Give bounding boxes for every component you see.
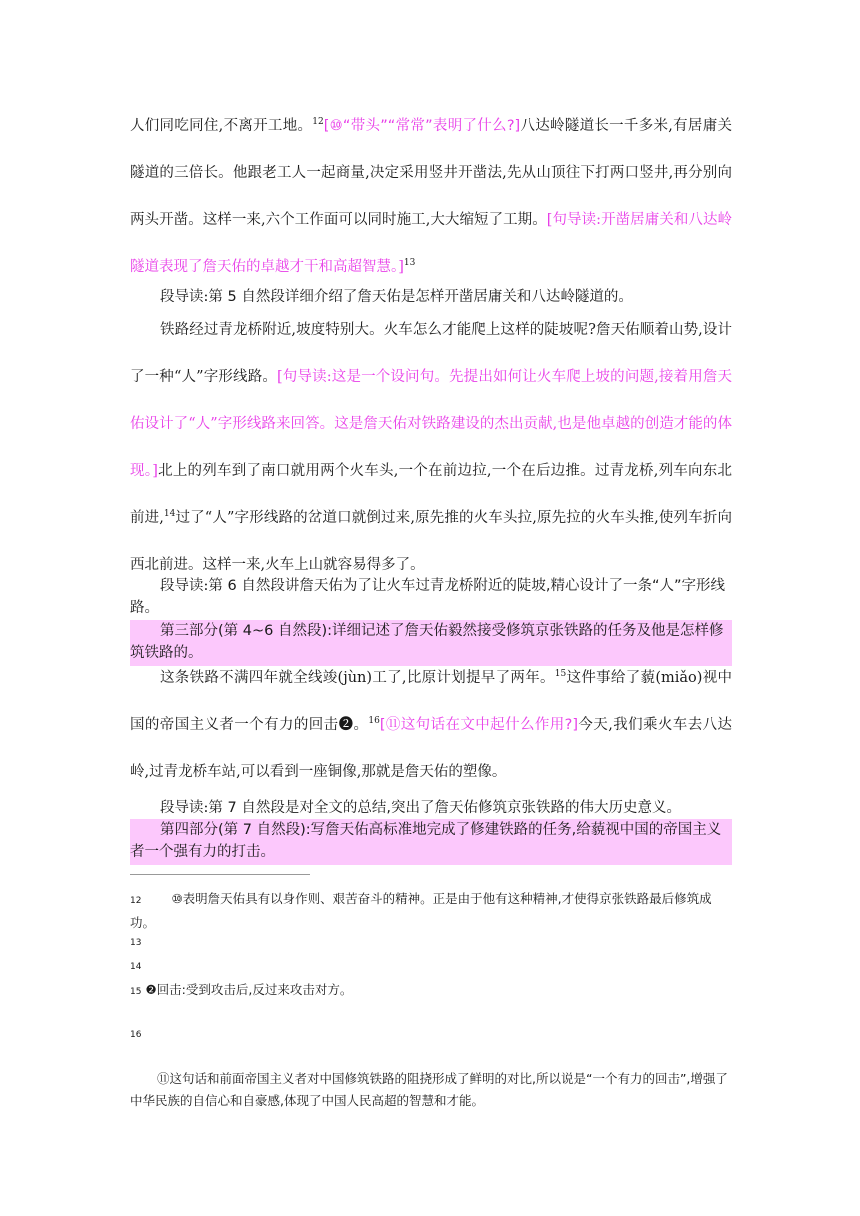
paragraph-railway [130, 307, 732, 589]
footnote-14 [130, 954, 732, 978]
guide-text: 第 7 自然段是对全文的总结,突出了詹天佑修筑京张铁路的伟大历史意义。 [208, 800, 681, 816]
footnote-12 [130, 888, 732, 934]
footnote-13 [130, 930, 732, 954]
para-text: 这件事给了藐(miǎo)视中国的帝国主义者一个有力的回击❷。 [130, 670, 732, 733]
paragraph-guide-5 [130, 286, 732, 308]
para-text: 今天,我们乘火车去八达岭,过青龙桥车站,可以看到一座铜像,那就是詹天佑的塑像。 [130, 717, 733, 780]
guide-text: 第 6 自然段讲詹天佑为了让火车过青龙桥附近的陡坡,精心设计了一条“人”字形线路。 [130, 578, 725, 616]
paragraph-guide-6 [130, 575, 732, 619]
footnote-ref-14[interactable]: 14 [163, 509, 176, 520]
footnote-text: ⑩表明詹天佑具有以身作则、艰苦奋斗的精神。正是由于他有这种精神,才使得京张铁路最后修筑成功。 [130, 891, 712, 930]
footnote-ref-13[interactable]: 13 [403, 258, 416, 269]
footnote-number: 16 [130, 1030, 142, 1040]
question-annotation: [⑪这句话在文中起什么作用?] [379, 717, 579, 733]
footnote-ref-12[interactable]: 12 [312, 117, 324, 128]
part-four-summary: 第四部分(第 7 自然段):写詹天佑高标准地完成了修建铁路的任务,给藐视中国的帝国主义者一个强有力的打击。 [130, 819, 732, 865]
footnote-number: 15 [130, 987, 142, 997]
footnote-15 [130, 979, 732, 1003]
para-text: 这条铁路不满四年就全线竣(jùn)工了,比原计划提早了两年。 [160, 670, 555, 686]
para-text: 过了“人”字形线路的岔道口就倒过来,原先推的火车头拉,原先拉的火车头推,使列车折向西北前进。这样一来,火车上山就容易得多了。 [130, 510, 732, 573]
footnote-number: 12 [130, 896, 142, 906]
guide-text: 第 5 自然段详细介绍了詹天佑是怎样开凿居庸关和八达岭隧道的。 [208, 289, 633, 305]
footnote-ref-16[interactable]: 16 [368, 716, 380, 727]
sentence-guide-annotation: [句导读:开凿居庸关和八达岭隧道表现了詹天佑的卓越才干和高超智慧。] [130, 212, 732, 275]
footnote-number: 13 [130, 938, 142, 948]
footnote-text: ⑪这句话和前面帝国主义者对中国修筑铁路的阻挠形成了鲜明的对比,所以说是“一个有力的回击”,增强了中华民族的自信心和自豪感,体现了中国人民高超的智慧和才能。 [130, 1071, 728, 1108]
part-three-summary: 第三部分(第 4~6 自然段):详细记述了詹天佑毅然接受修筑京张铁路的任务及他是怎样修筑铁路的。 [130, 620, 732, 666]
sentence-guide-annotation: [句导读:这是一个设问句。先提出如何让火车爬上坡的问题,接着用詹天佑设计了“人”字形线路来回答。这是詹天佑对铁路建设的杰出贡献,也是他卓越的创造才能的体现。] [130, 369, 732, 479]
paragraph-guide-7 [130, 797, 732, 819]
para-text: 铁路经过青龙桥附近,坡度特别大。火车怎么才能爬上这样的陡坡呢?詹天佑顺着山势,设计了一种“人”字形线路。 [130, 322, 732, 385]
footnote-text: ❷回击:受到攻击后,反过来攻击对方。 [145, 982, 353, 997]
footnote-16 [130, 1022, 732, 1046]
guide-label: 段导读: [160, 800, 209, 816]
para-text: 北上的列车到了南口就用两个火车头,一个在前边拉,一个在后边推。过青龙桥,列车向东北前进, [130, 463, 732, 526]
footnote-16-text [130, 1068, 732, 1112]
question-annotation: [⑩“带头”“常常”表明了什么?] [323, 118, 521, 134]
footnote-divider [130, 874, 310, 875]
footnote-number: 14 [130, 962, 142, 972]
guide-label: 段导读: [160, 289, 209, 305]
para-text: 八达岭隧道长一千多米,有居庸关隧道的三倍长。他跟老工人一起商量,决定采用竖井开凿法,先从山顶往下打两口竖井,再分别向两头开凿。这样一来,六个工作面可以同时施工,大大缩短了工期。 [130, 118, 732, 228]
paragraph-completion [130, 655, 732, 796]
footnote-ref-15[interactable]: 15 [554, 669, 567, 680]
paragraph-tunnel [130, 103, 732, 291]
para-text: 人们同吃同住,不离开工地。 [130, 118, 313, 134]
guide-label: 段导读: [160, 578, 209, 594]
